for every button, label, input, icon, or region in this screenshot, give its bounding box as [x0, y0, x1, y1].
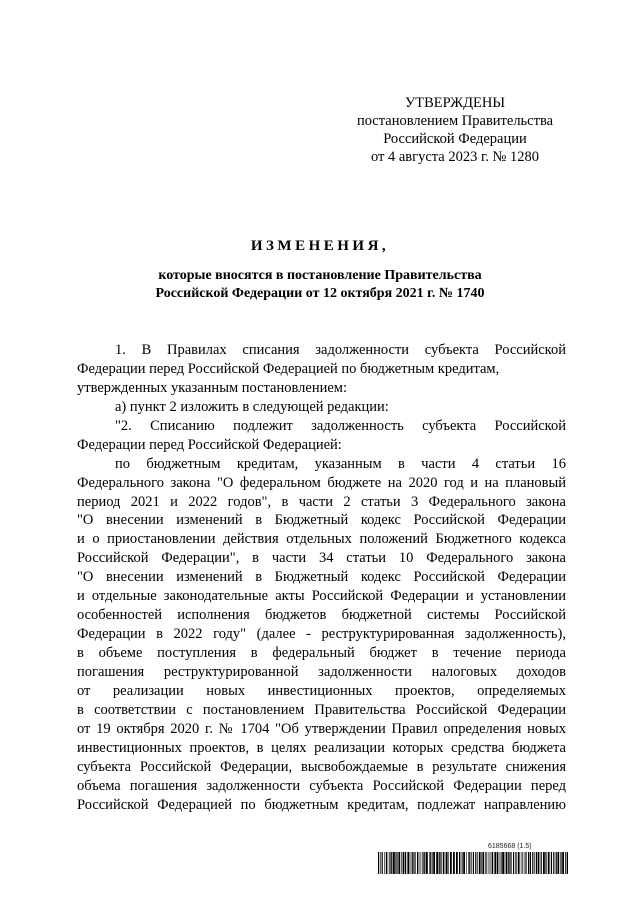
body-line: Федерации в 2022 году" (далее - реструктурированная задолженность),	[77, 626, 566, 643]
body-line: объема погашения задолженности субъекта Российской Федерации перед	[77, 777, 566, 794]
body-line: Федерации перед Российской Федерацией по бюджетным кредитам,	[77, 360, 500, 377]
approval-line-3: Российской Федерации	[383, 131, 527, 147]
body-line: и отдельные законодательные акты Российской Федерации и установлении	[77, 588, 566, 605]
body-line: утвержденных указанным постановлением:	[77, 379, 347, 396]
approval-line-2: постановлением Правительства	[356, 113, 554, 129]
document-subtitle	[100, 267, 540, 303]
body-line: по бюджетным кредитам, указанным в части 4 статьи 16	[115, 455, 566, 472]
body-line: Российской Федерации", в части 34 статьи 10 Федерального закона	[77, 550, 566, 567]
approval-title: УТВЕРЖДЕНЫ	[404, 95, 506, 111]
body-line: а) пункт 2 изложить в следующей редакции:	[115, 398, 389, 415]
body-line: от реализации новых инвестиционных проектов, определяемых	[77, 682, 566, 699]
body-line: особенностей исполнения бюджетов бюджетной системы Российской	[77, 607, 566, 624]
body-line: "О внесении изменений в Бюджетный кодекс Российской Федерации	[77, 512, 566, 529]
body-line: Федерального закона "О федеральном бюджете на 2020 год и на плановый	[77, 474, 566, 491]
body-line: в соответствии с постановлением Правительства Российской Федерации	[77, 701, 566, 718]
approval-date: от 4 августа 2023 г. № 1280	[370, 149, 540, 165]
document-title: ИЗМЕНЕНИЯ,	[250, 238, 390, 254]
barcode-image	[378, 852, 568, 874]
barcode-number: 6185668 (1.5)	[488, 843, 532, 850]
body-line: период 2021 и 2022 годов", в части 2 статьи 3 Федерального закона	[77, 493, 566, 510]
document-body	[77, 341, 566, 814]
subtitle-line-2: Российской Федерации от 12 октября 2021 г. № 1740	[155, 286, 485, 301]
approval-stamp	[330, 94, 580, 166]
body-line: от 19 октября 2020 г. № 1704 "Об утверждении Правил определения новых	[77, 720, 566, 737]
body-line: Российской Федерацией по бюджетным кредитам, подлежат направлению	[77, 796, 566, 813]
body-line: в объеме поступления в федеральный бюджет в течение периода	[77, 645, 566, 661]
body-line: и о приостановлении действия отдельных положений Бюджетного кодекса	[77, 531, 566, 548]
body-line: инвестиционных проектов, в целях реализации которых средства бюджета	[77, 739, 566, 756]
body-line: погашения реструктурированной задолженности налоговых доходов	[77, 663, 566, 680]
body-line: Федерации перед Российской Федерацией:	[77, 436, 342, 453]
subtitle-line-1: которые вносятся в постановление Правительства	[158, 268, 482, 283]
body-line: 1. В Правилах списания задолженности субъекта Российской	[115, 342, 566, 358]
body-line: "2. Списанию подлежит задолженность субъекта Российской	[115, 417, 566, 434]
body-line: субъекта Российской Федерации, высвобождаемые в результате снижения	[77, 758, 566, 775]
body-line: "О внесении изменений в Бюджетный кодекс Российской Федерации	[77, 569, 566, 586]
